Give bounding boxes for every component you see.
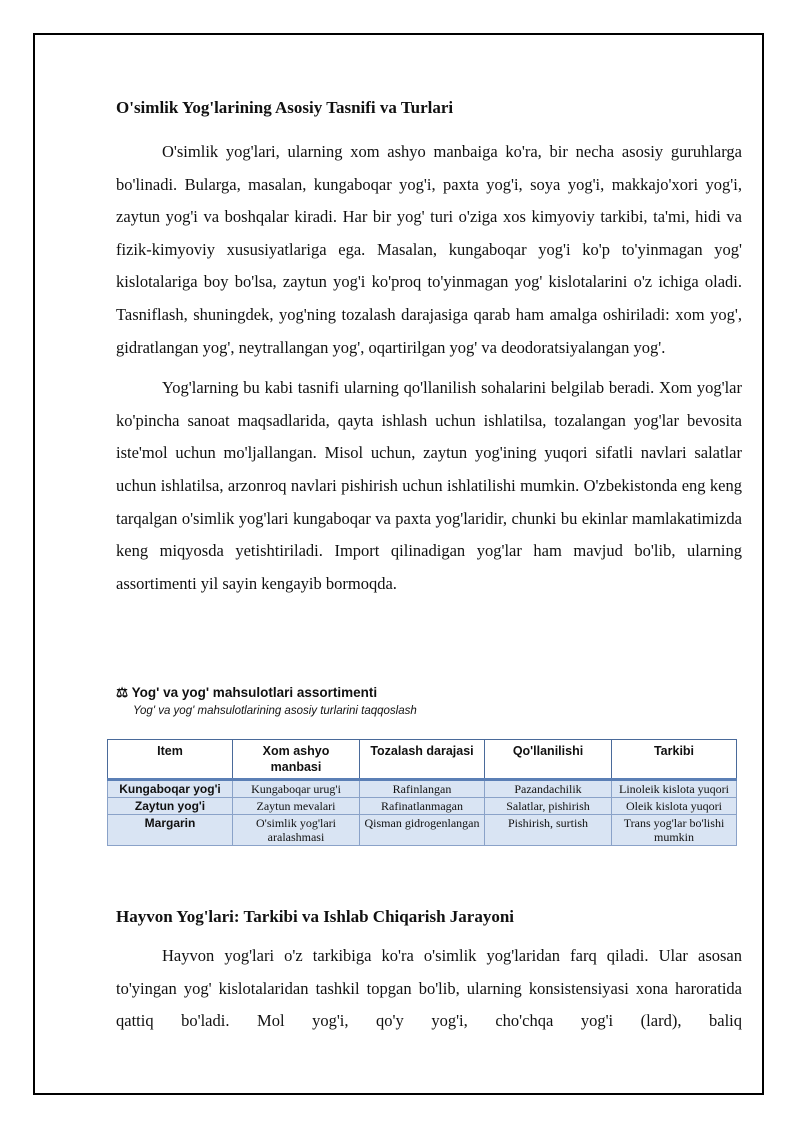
section-heading: O'simlik Yog'larining Asosiy Tasnifi va Turlari (116, 98, 454, 117)
table-cell: Zaytun mevalari (233, 798, 360, 815)
scale-icon: ⚖ (116, 685, 129, 700)
column-header: Xom ashyo manbasi (233, 740, 360, 780)
table-subtitle: Yog' va yog' mahsulotlarining asosiy turlarini taqqoslash (133, 705, 417, 717)
table-caption (116, 684, 742, 720)
column-header: Item (108, 740, 233, 780)
table-cell: Margarin (108, 815, 233, 846)
column-header: Qo'llanilishi (485, 740, 612, 780)
table-cell: O'simlik yog'lari aralashmasi (233, 815, 360, 846)
column-header: Tozalash darajasi (360, 740, 485, 780)
paragraph: Hayvon yog'lari o'z tarkibiga ko'ra o'simlik yog'laridan farq qiladi. Ular asosan to'yingan yog' kislotalaridan tashkil topgan bo'lib, ularning konsistensiyasi xona haroratida qattiq bo'ladi. Mol yog'i, qo'y yog'i, cho'chqa yog'i (lard), baliq (116, 946, 742, 1031)
table-cell: Oleik kislota yuqori (612, 798, 737, 815)
table-cell: Pishirish, surtish (485, 815, 612, 846)
paragraph: O'simlik yog'lari, ularning xom ashyo manbaiga ko'ra, bir necha asosiy guruhlarga bo'linadi. Bularga, masalan, kungaboqar yog'i, paxta yog'i, soya yog'i, makkajo'xori yog'i, zaytun yog'i va boshqalar kiradi. Har bir yog' turi o'ziga xos kimyoviy tarkibi, ta'mi, hidi va fizik-kimyoviy xususiyatlariga ega. Masalan, kungaboqar yog'i ko'p to'yinmagan yog' kislotalariga boy bo'lsa, zaytun yog'i ko'proq to'yinmagan yog' kislotalarini o'z ichiga oladi. Tasniflash, shuningdek, yog'ning tozalash darajasiga qarab ham amalga oshiriladi: xom yog', gidratlangan yog', neytrallangan yog', oqartirilgan yog' va deodoratsiyalangan yog'. (116, 142, 742, 357)
section-2-heading-wrap (116, 905, 742, 929)
table-cell: Qisman gidrogenlangan (360, 815, 485, 846)
table-title (116, 684, 742, 702)
section-heading: Hayvon Yog'lari: Tarkibi va Ishlab Chiqarish Jarayoni (116, 907, 515, 926)
table-row (108, 815, 737, 846)
table-row (108, 798, 737, 815)
table-cell: Rafinlangan (360, 780, 485, 798)
table-cell: Linoleik kislota yuqori (612, 780, 737, 798)
table-row (108, 780, 737, 798)
table-cell: Zaytun yog'i (108, 798, 233, 815)
table-cell: Kungaboqar yog'i (108, 780, 233, 798)
column-header: Tarkibi (612, 740, 737, 780)
comparison-table (107, 739, 737, 846)
paragraph: Yog'larning bu kabi tasnifi ularning qo'llanilish sohalarini belgilab beradi. Xom yog'lar ko'pincha sanoat maqsadlarida, qayta ishlash uchun ishlatilsa, tozalangan yog'lar bevosita iste'mol uchun mo'ljallangan. Misol uchun, zaytun yog'ining yuqori sifatli navlari salatlar uchun ishlatilsa, arzonroq navlari pishirish uchun ishlatilishi mumkin. O'zbekistonda eng keng tarqalgan o'simlik yog'lari kungaboqar va paxta yog'laridir, chunki bu ekinlar mamlakatimizda keng miqyosda yetishtiriladi. Import qilinadigan yog'lar ham mavjud bo'lib, ularning assortimenti yil sayin kengayib bormoqda. (116, 378, 742, 593)
table-cell: Pazandachilik (485, 780, 612, 798)
table-cell: Trans yog'lar bo'lishi mumkin (612, 815, 737, 846)
section-2 (116, 940, 742, 1038)
table-cell: Rafinatlanmagan (360, 798, 485, 815)
section-1 (116, 96, 742, 600)
table-cell: Kungaboqar urug'i (233, 780, 360, 798)
table-title-text: Yog' va yog' mahsulotlari assortimenti (131, 685, 378, 700)
table-cell: Salatlar, pishirish (485, 798, 612, 815)
table-header-row (108, 740, 737, 780)
